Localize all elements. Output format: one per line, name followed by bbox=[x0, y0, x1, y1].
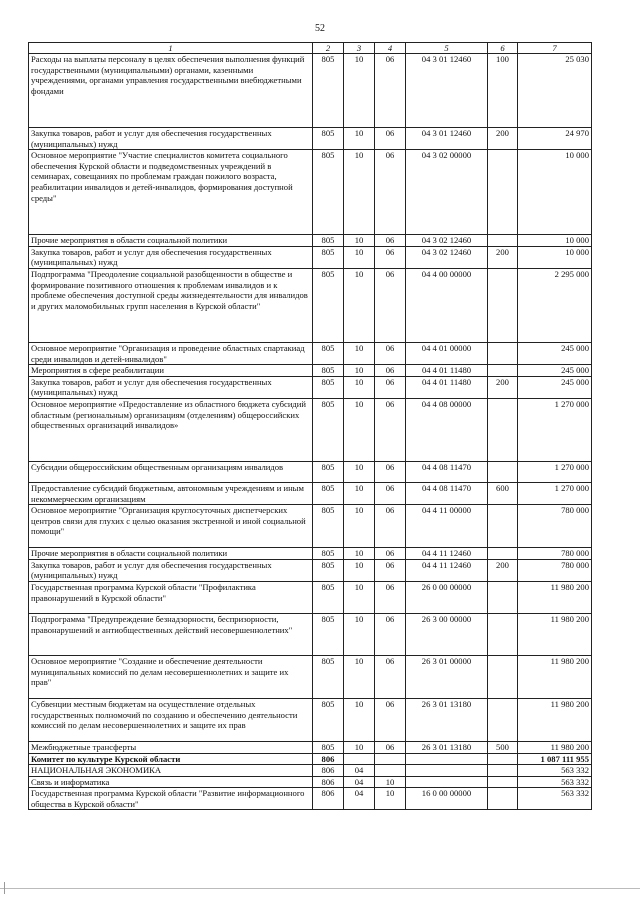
row-target-article: 04 4 08 00000 bbox=[406, 398, 488, 461]
row-target-article: 04 4 01 11480 bbox=[406, 376, 488, 398]
page-number: 52 bbox=[315, 23, 325, 34]
row-grbs: 806 bbox=[313, 765, 344, 777]
row-name: НАЦИОНАЛЬНАЯ ЭКОНОМИКА bbox=[29, 765, 313, 777]
row-expense-type bbox=[488, 461, 518, 482]
row-subsection: 10 bbox=[375, 776, 406, 788]
row-amount: 563 332 bbox=[518, 765, 592, 777]
row-name: Связь и информатика bbox=[29, 776, 313, 788]
row-grbs: 805 bbox=[313, 342, 344, 364]
row-section: 04 bbox=[344, 788, 375, 810]
row-name: Подпрограмма "Преодоление социальной разобщенности в обществе и формирование позитивного отношения к проблемам инвалидов и к проблеме обеспечения доступной среды жизнедеятельности для инвалидов и других маломобильных групп населения в Курской области" bbox=[29, 268, 313, 342]
row-amount: 780 000 bbox=[518, 505, 592, 548]
row-grbs: 805 bbox=[313, 268, 344, 342]
row-target-article: 04 3 01 12460 bbox=[406, 54, 488, 128]
table-row bbox=[29, 776, 592, 788]
row-grbs: 805 bbox=[313, 505, 344, 548]
row-amount: 780 000 bbox=[518, 559, 592, 581]
row-section: 10 bbox=[344, 741, 375, 753]
row-grbs: 805 bbox=[313, 741, 344, 753]
header-row bbox=[29, 43, 592, 54]
row-subsection: 06 bbox=[375, 741, 406, 753]
header-cell: 1 bbox=[29, 43, 313, 54]
row-subsection: 06 bbox=[375, 559, 406, 581]
row-subsection bbox=[375, 765, 406, 777]
row-expense-type bbox=[488, 581, 518, 613]
row-grbs: 805 bbox=[313, 365, 344, 377]
row-target-article: 04 3 02 12460 bbox=[406, 246, 488, 268]
row-amount: 245 000 bbox=[518, 365, 592, 377]
row-expense-type: 200 bbox=[488, 128, 518, 150]
row-grbs: 805 bbox=[313, 398, 344, 461]
row-section: 10 bbox=[344, 655, 375, 698]
row-grbs: 805 bbox=[313, 482, 344, 504]
table-row bbox=[29, 505, 592, 548]
row-section: 10 bbox=[344, 559, 375, 581]
row-subsection: 06 bbox=[375, 398, 406, 461]
row-target-article: 16 0 00 00000 bbox=[406, 788, 488, 810]
row-expense-type bbox=[488, 548, 518, 560]
row-amount: 11 980 200 bbox=[518, 581, 592, 613]
table-row bbox=[29, 342, 592, 364]
row-grbs: 805 bbox=[313, 548, 344, 560]
row-grbs: 805 bbox=[313, 655, 344, 698]
row-name: Закупка товаров, работ и услуг для обеспечения государственных (муниципальных) нужд bbox=[29, 246, 313, 268]
row-subsection: 06 bbox=[375, 342, 406, 364]
row-target-article bbox=[406, 753, 488, 765]
row-subsection: 06 bbox=[375, 376, 406, 398]
row-subsection: 06 bbox=[375, 482, 406, 504]
row-expense-type: 200 bbox=[488, 376, 518, 398]
row-target-article: 26 3 01 00000 bbox=[406, 655, 488, 698]
row-subsection: 10 bbox=[375, 788, 406, 810]
row-expense-type: 500 bbox=[488, 741, 518, 753]
row-target-article: 04 4 08 11470 bbox=[406, 461, 488, 482]
row-target-article: 04 4 11 12460 bbox=[406, 548, 488, 560]
row-amount: 11 980 200 bbox=[518, 741, 592, 753]
row-grbs: 805 bbox=[313, 376, 344, 398]
row-expense-type bbox=[488, 235, 518, 247]
table-row bbox=[29, 482, 592, 504]
row-target-article: 26 3 01 13180 bbox=[406, 741, 488, 753]
row-name: Основное мероприятие «Предоставление из областного бюджета субсидий областным (региональным) организациям (отделениям) общероссийских общественных организаций инвалидов» bbox=[29, 398, 313, 461]
row-subsection: 06 bbox=[375, 461, 406, 482]
row-subsection: 06 bbox=[375, 655, 406, 698]
row-amount: 1 270 000 bbox=[518, 398, 592, 461]
row-grbs: 805 bbox=[313, 235, 344, 247]
row-expense-type bbox=[488, 753, 518, 765]
page-edge-line bbox=[0, 888, 640, 889]
row-amount: 780 000 bbox=[518, 548, 592, 560]
row-target-article: 04 4 01 11480 bbox=[406, 365, 488, 377]
row-expense-type: 100 bbox=[488, 54, 518, 128]
row-grbs: 806 bbox=[313, 753, 344, 765]
row-target-article: 04 3 02 00000 bbox=[406, 150, 488, 235]
header-cell: 5 bbox=[406, 43, 488, 54]
row-name: Государственная программа Курской области "Развитие информационного общества в Курской области" bbox=[29, 788, 313, 810]
row-grbs: 805 bbox=[313, 581, 344, 613]
table-row bbox=[29, 398, 592, 461]
row-amount: 10 000 bbox=[518, 235, 592, 247]
table-row bbox=[29, 365, 592, 377]
row-expense-type bbox=[488, 776, 518, 788]
row-name: Подпрограмма "Предупреждение безнадзорности, беспризорности, правонарушений и антиобщественных действий несовершеннолетних" bbox=[29, 613, 313, 655]
row-subsection: 06 bbox=[375, 128, 406, 150]
row-expense-type bbox=[488, 698, 518, 741]
row-target-article: 26 3 00 00000 bbox=[406, 613, 488, 655]
row-subsection: 06 bbox=[375, 235, 406, 247]
table-row bbox=[29, 581, 592, 613]
row-grbs: 805 bbox=[313, 128, 344, 150]
row-name: Основное мероприятие "Организация и проведение областных спартакиад среди инвалидов и детей-инвалидов" bbox=[29, 342, 313, 364]
row-name: Субсидии общероссийским общественным организациям инвалидов bbox=[29, 461, 313, 482]
row-section: 10 bbox=[344, 376, 375, 398]
header-cell: 3 bbox=[344, 43, 375, 54]
row-expense-type: 200 bbox=[488, 246, 518, 268]
row-section: 04 bbox=[344, 776, 375, 788]
row-grbs: 805 bbox=[313, 559, 344, 581]
row-amount: 25 030 bbox=[518, 54, 592, 128]
row-expense-type: 600 bbox=[488, 482, 518, 504]
row-amount: 1 270 000 bbox=[518, 461, 592, 482]
row-section: 10 bbox=[344, 613, 375, 655]
row-expense-type bbox=[488, 268, 518, 342]
table-row bbox=[29, 246, 592, 268]
row-subsection: 06 bbox=[375, 268, 406, 342]
table-row bbox=[29, 268, 592, 342]
budget-table bbox=[28, 42, 592, 810]
table-row bbox=[29, 655, 592, 698]
row-name: Комитет по культуре Курской области bbox=[29, 753, 313, 765]
row-target-article: 04 3 01 12460 bbox=[406, 128, 488, 150]
row-amount: 11 980 200 bbox=[518, 655, 592, 698]
row-expense-type bbox=[488, 788, 518, 810]
row-amount: 10 000 bbox=[518, 246, 592, 268]
table-row bbox=[29, 741, 592, 753]
row-expense-type: 200 bbox=[488, 559, 518, 581]
row-section: 10 bbox=[344, 698, 375, 741]
row-section: 10 bbox=[344, 505, 375, 548]
row-section: 10 bbox=[344, 246, 375, 268]
row-name: Прочие мероприятия в области социальной политики bbox=[29, 548, 313, 560]
row-target-article: 04 3 02 12460 bbox=[406, 235, 488, 247]
row-name: Мероприятия в сфере реабилитации bbox=[29, 365, 313, 377]
row-section: 10 bbox=[344, 461, 375, 482]
table-row bbox=[29, 613, 592, 655]
row-amount: 11 980 200 bbox=[518, 698, 592, 741]
row-subsection: 06 bbox=[375, 246, 406, 268]
row-subsection: 06 bbox=[375, 548, 406, 560]
table-row bbox=[29, 376, 592, 398]
row-name: Субвенции местным бюджетам на осуществление отдельных государственных полномочий по созданию и обеспечению деятельности комиссий по делам несовершеннолетних и защите их прав bbox=[29, 698, 313, 741]
row-expense-type bbox=[488, 150, 518, 235]
table-row bbox=[29, 698, 592, 741]
row-subsection: 06 bbox=[375, 698, 406, 741]
page-edge-mark bbox=[4, 882, 5, 894]
row-name: Предоставление субсидий бюджетным, автономным учреждениям и иным некоммерческим организациям bbox=[29, 482, 313, 504]
row-section bbox=[344, 753, 375, 765]
table-row bbox=[29, 150, 592, 235]
row-name: Расходы на выплаты персоналу в целях обеспечения выполнения функций государственными (муниципальными) органами, казенными учреждениями, органами управления государственными внебюджетными фондами bbox=[29, 54, 313, 128]
row-amount: 245 000 bbox=[518, 376, 592, 398]
row-grbs: 805 bbox=[313, 698, 344, 741]
row-grbs: 806 bbox=[313, 776, 344, 788]
row-subsection: 06 bbox=[375, 54, 406, 128]
row-target-article: 04 4 08 11470 bbox=[406, 482, 488, 504]
row-target-article: 26 3 01 13180 bbox=[406, 698, 488, 741]
row-expense-type bbox=[488, 365, 518, 377]
row-subsection: 06 bbox=[375, 581, 406, 613]
row-name: Основное мероприятие "Организация круглосуточных диспетчерских центров связи для глухих с целью оказания экстренной и иной социальной помощи" bbox=[29, 505, 313, 548]
row-section: 10 bbox=[344, 54, 375, 128]
row-section: 10 bbox=[344, 482, 375, 504]
header-cell: 4 bbox=[375, 43, 406, 54]
row-section: 10 bbox=[344, 150, 375, 235]
row-amount: 2 295 000 bbox=[518, 268, 592, 342]
row-amount: 1 270 000 bbox=[518, 482, 592, 504]
row-expense-type bbox=[488, 765, 518, 777]
header-cell: 6 bbox=[488, 43, 518, 54]
row-name: Закупка товаров, работ и услуг для обеспечения государственных (муниципальных) нужд bbox=[29, 376, 313, 398]
table-row bbox=[29, 461, 592, 482]
row-section: 10 bbox=[344, 342, 375, 364]
row-target-article: 04 4 01 00000 bbox=[406, 342, 488, 364]
row-name: Прочие мероприятия в области социальной политики bbox=[29, 235, 313, 247]
table-row bbox=[29, 753, 592, 765]
row-subsection bbox=[375, 753, 406, 765]
row-section: 10 bbox=[344, 128, 375, 150]
row-expense-type bbox=[488, 398, 518, 461]
row-amount: 563 332 bbox=[518, 788, 592, 810]
row-subsection: 06 bbox=[375, 505, 406, 548]
row-subsection: 06 bbox=[375, 613, 406, 655]
row-grbs: 805 bbox=[313, 246, 344, 268]
row-name: Закупка товаров, работ и услуг для обеспечения государственных (муниципальных) нужд bbox=[29, 559, 313, 581]
row-name: Основное мероприятие "Создание и обеспечение деятельности муниципальных комиссий по делам несовершеннолетних и защите их прав" bbox=[29, 655, 313, 698]
row-target-article bbox=[406, 776, 488, 788]
row-grbs: 806 bbox=[313, 788, 344, 810]
row-target-article: 04 4 11 00000 bbox=[406, 505, 488, 548]
row-amount: 1 087 111 955 bbox=[518, 753, 592, 765]
row-amount: 563 332 bbox=[518, 776, 592, 788]
row-expense-type bbox=[488, 505, 518, 548]
row-grbs: 805 bbox=[313, 54, 344, 128]
row-amount: 11 980 200 bbox=[518, 613, 592, 655]
table-row bbox=[29, 788, 592, 810]
row-amount: 24 970 bbox=[518, 128, 592, 150]
row-section: 10 bbox=[344, 268, 375, 342]
row-section: 10 bbox=[344, 548, 375, 560]
table-row bbox=[29, 235, 592, 247]
row-section: 10 bbox=[344, 365, 375, 377]
row-expense-type bbox=[488, 342, 518, 364]
row-amount: 245 000 bbox=[518, 342, 592, 364]
row-section: 10 bbox=[344, 235, 375, 247]
row-target-article bbox=[406, 765, 488, 777]
row-grbs: 805 bbox=[313, 461, 344, 482]
row-target-article: 04 4 00 00000 bbox=[406, 268, 488, 342]
row-section: 10 bbox=[344, 398, 375, 461]
row-subsection: 06 bbox=[375, 365, 406, 377]
header-cell: 7 bbox=[518, 43, 592, 54]
row-section: 10 bbox=[344, 581, 375, 613]
row-name: Закупка товаров, работ и услуг для обеспечения государственных (муниципальных) нужд bbox=[29, 128, 313, 150]
row-subsection: 06 bbox=[375, 150, 406, 235]
row-name: Государственная программа Курской области "Профилактика правонарушений в Курской области" bbox=[29, 581, 313, 613]
row-amount: 10 000 bbox=[518, 150, 592, 235]
row-grbs: 805 bbox=[313, 613, 344, 655]
row-expense-type bbox=[488, 655, 518, 698]
header-cell: 2 bbox=[313, 43, 344, 54]
table-row bbox=[29, 559, 592, 581]
table-row bbox=[29, 128, 592, 150]
table-row bbox=[29, 54, 592, 128]
row-section: 04 bbox=[344, 765, 375, 777]
row-target-article: 26 0 00 00000 bbox=[406, 581, 488, 613]
row-expense-type bbox=[488, 613, 518, 655]
row-name: Межбюджетные трансферты bbox=[29, 741, 313, 753]
row-target-article: 04 4 11 12460 bbox=[406, 559, 488, 581]
row-grbs: 805 bbox=[313, 150, 344, 235]
table-row bbox=[29, 548, 592, 560]
table-row bbox=[29, 765, 592, 777]
row-name: Основное мероприятие "Участие специалистов комитета социального обеспечения Курской области и подведомственных учреждений в семинарах, совещаниях по проблемам граждан пожилого возраста, реабилитации инвалидов и детей-инвалидов, формирования доступной среды" bbox=[29, 150, 313, 235]
